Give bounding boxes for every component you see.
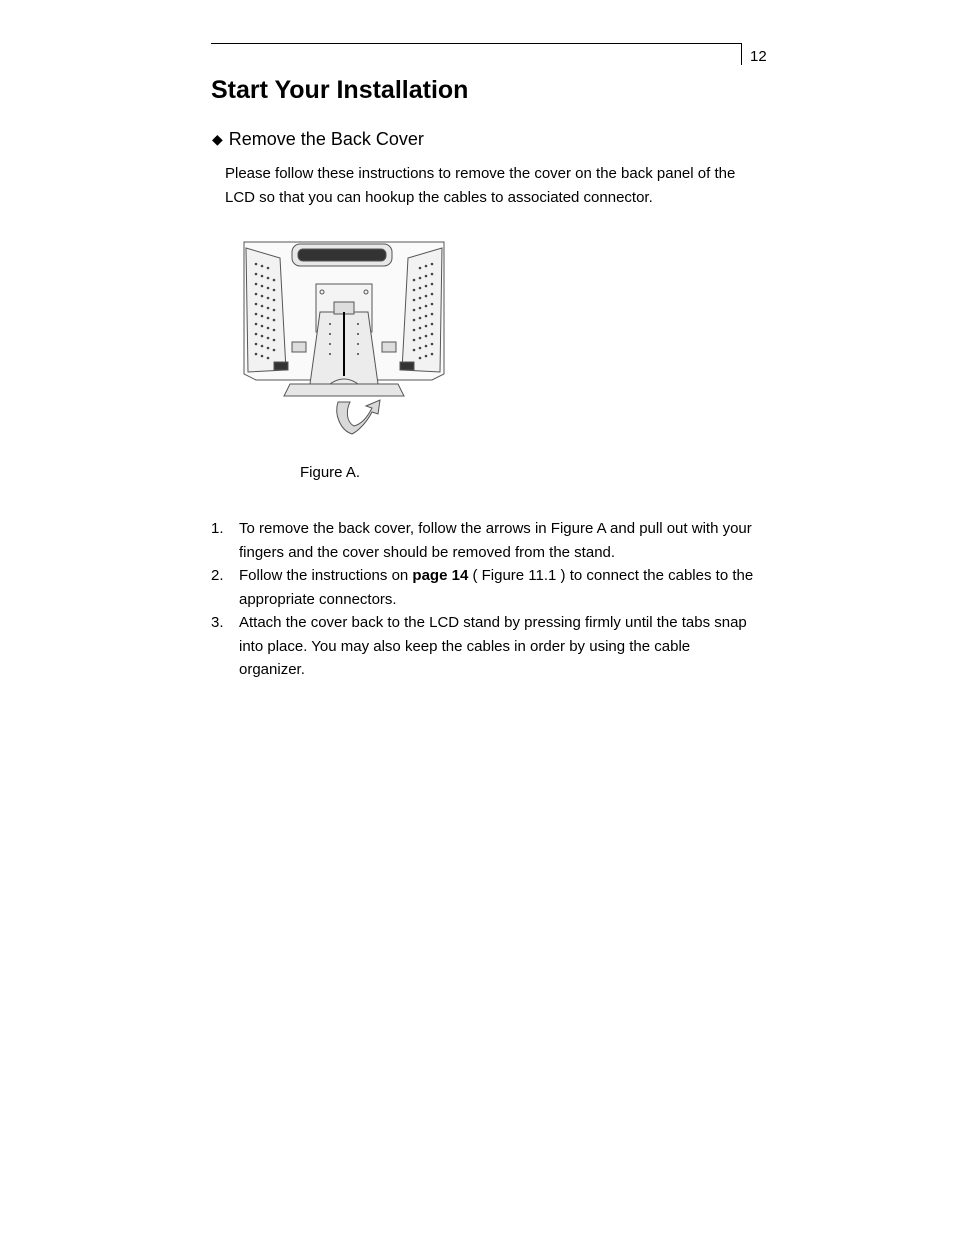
- steps-list: [211, 517, 756, 682]
- header-rule-divider: [741, 44, 742, 65]
- figure-lcd-back-cover: [238, 234, 450, 440]
- step-text: To remove the back cover, follow the arrows in Figure A and pull out with your fingers and the cover should be removed from the stand.: [239, 520, 752, 561]
- step-number: 2.: [211, 567, 224, 584]
- list-item: [211, 517, 756, 564]
- section-heading-text: Remove the Back Cover: [228, 129, 424, 149]
- diamond-bullet-icon: ◆: [212, 131, 223, 147]
- step-text-pre: Follow the instructions on: [239, 567, 413, 584]
- intro-paragraph: Please follow these instructions to remove the cover on the back panel of the LCD so that you can hookup the cables to associated connector.: [225, 165, 736, 206]
- list-item: [211, 564, 756, 611]
- step-page-reference: page 14: [412, 567, 469, 584]
- figure-caption: Figure A.: [300, 464, 361, 481]
- page-number: 12: [750, 48, 767, 65]
- section-heading: [212, 128, 424, 151]
- step-number: 3.: [211, 614, 224, 631]
- list-item: [211, 611, 756, 682]
- page-title: Start Your Installation: [211, 76, 469, 104]
- step-text-post: ( Figure 11.1 ) to connect the cables to the appropriate connectors.: [239, 567, 754, 608]
- step-number: 1.: [211, 520, 224, 537]
- step-text: Attach the cover back to the LCD stand by pressing firmly until the tabs snap into place. You may also keep the cables in order by using the cable organizer.: [239, 614, 747, 678]
- header-rule: [211, 43, 742, 44]
